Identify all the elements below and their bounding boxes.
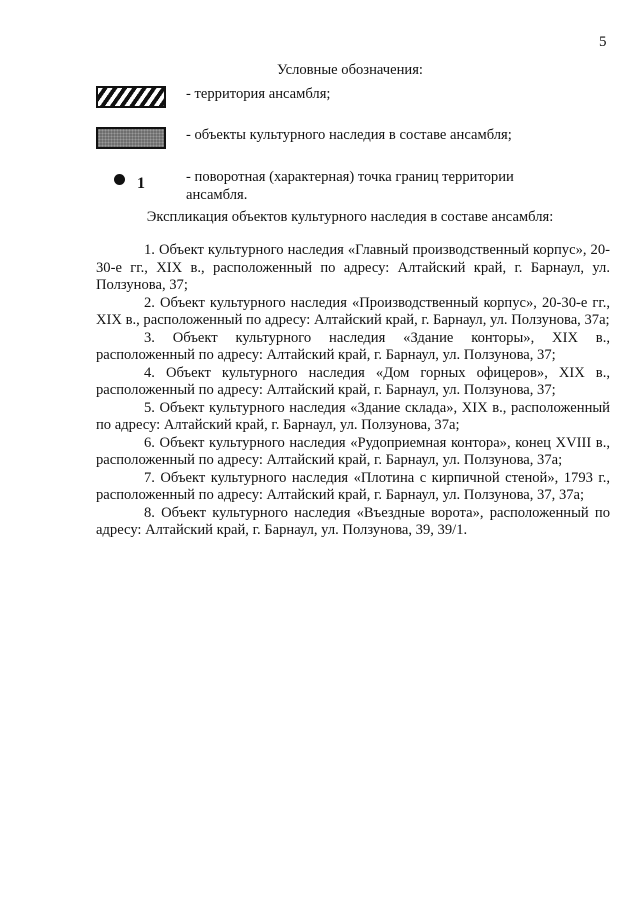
legend-item-text: - объекты культурного наследия в составе ансамбля; [186,127,512,143]
legend-title: Условные обозначения: [277,62,423,78]
heritage-object-swatch [96,127,166,149]
list-item: 6. Объект культурного наследия «Рудоприемная контора», конец XVIII в., расположенный по адресу: Алтайский край, г. Барнаул, ул. Ползунова, 37а; [96,434,610,468]
legend-item-heritage-objects [96,127,556,151]
list-item: 1. Объект культурного наследия «Главный производственный корпус», 20-30-е гг., XIX в., расположенный по адресу: Алтайский край, г. Барнаул, ул. Ползунова, 37; [96,242,610,293]
explication-list [96,242,610,540]
list-item: 2. Объект культурного наследия «Производственный корпус», 20-30-е гг., XIX в., расположенный по адресу: Алтайский край, г. Барнаул, ул. Ползунова, 37а; [96,294,610,328]
list-item: 4. Объект культурного наследия «Дом горных офицеров», XIX в., расположенный по адресу: Алтайский край, г. Барнаул, ул. Ползунова, 37; [96,364,610,398]
hatched-territory-swatch [96,86,166,108]
list-item: 7. Объект культурного наследия «Плотина с кирпичной стеной», 1793 г., расположенный по адресу: Алтайский край, г. Барнаул, ул. Ползунова, 37, 37а; [96,469,610,503]
list-item: 5. Объект культурного наследия «Здание склада», XIX в., расположенный по адресу: Алтайский край, г. Барнаул, ул. Ползунова, 37а; [96,399,610,433]
list-item: 3. Объект культурного наследия «Здание конторы», XIX в., расположенный по адресу: Алтайский край, г. Барнаул, ул. Ползунова, 37; [96,329,610,363]
legend-item-text: - поворотная (характерная) точка границ территории ансамбля. [186,169,514,203]
turning-point-dot-icon [114,174,125,185]
list-item: 8. Объект культурного наследия «Въездные ворота», расположенный по адресу: Алтайский край, г. Барнаул, ул. Ползунова, 39, 39/1. [96,504,610,538]
legend-item-territory [96,86,556,110]
explication-title: Экспликация объектов культурного наследия в составе ансамбля: [146,209,554,225]
page-number: 5 [599,34,607,50]
legend-item-turning-point [96,169,556,205]
turning-point-number: 1 [137,175,145,192]
legend-item-text: - территория ансамбля; [186,86,331,102]
